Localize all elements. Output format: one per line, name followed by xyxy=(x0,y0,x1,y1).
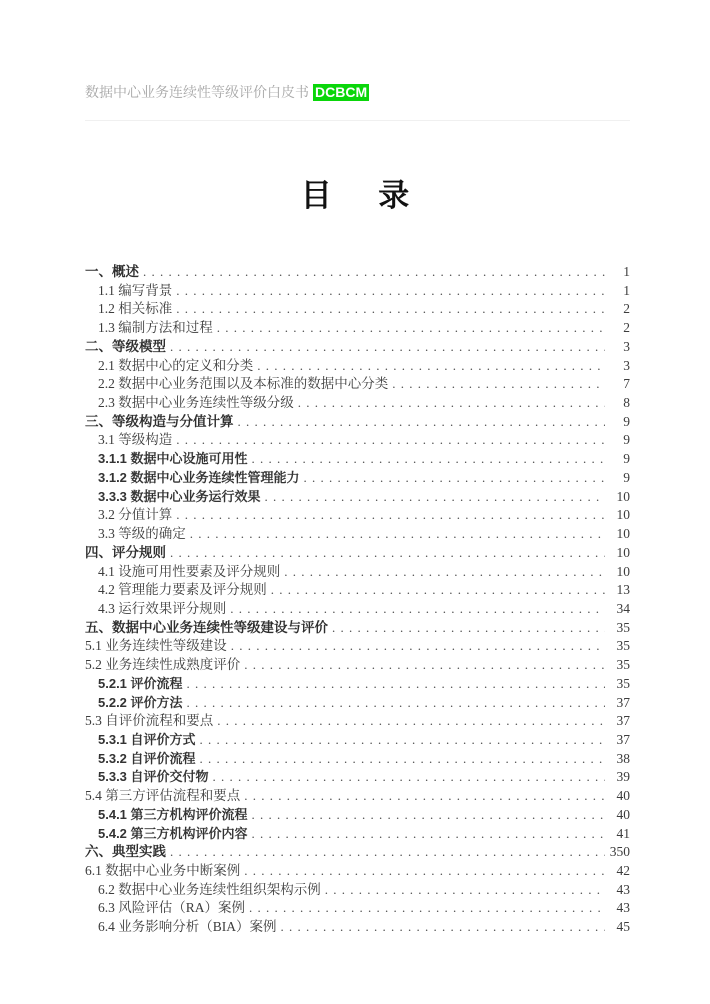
toc-entry-title: 5.3.3 自评价交付物 xyxy=(98,769,209,785)
toc-entry-page: 37 xyxy=(616,694,630,710)
toc-entry xyxy=(85,806,630,825)
toc-leader-dots xyxy=(187,694,605,713)
toc-entry-title: 5.2 业务连续性成熟度评价 xyxy=(85,657,241,673)
toc-leader-dots xyxy=(176,431,605,450)
toc-leader-dots xyxy=(238,413,606,432)
toc-entry xyxy=(85,712,630,731)
toc-entry xyxy=(85,338,630,357)
toc-entry xyxy=(85,413,630,432)
toc-entry-page: 42 xyxy=(616,863,630,878)
toc-entry-page: 35 xyxy=(616,657,630,673)
toc-entry-page: 38 xyxy=(616,750,630,766)
toc-entry-page: 35 xyxy=(616,675,630,691)
toc-entry xyxy=(85,506,630,525)
document-header-title: 数据中心业务连续性等级评价白皮书 xyxy=(85,84,309,100)
toc-entry-title: 6.3 风险评估（RA）案例 xyxy=(98,900,246,916)
toc-entry-page: 35 xyxy=(616,619,630,635)
toc-leader-dots xyxy=(170,338,605,357)
toc-entry-page: 35 xyxy=(616,638,630,654)
toc-entry-title: 3.3.3 数据中心业务运行效果 xyxy=(98,488,261,504)
toc-entry-page: 10 xyxy=(616,526,630,542)
toc-entry-title: 3.1.1 数据中心设施可用性 xyxy=(98,451,248,467)
toc-entry-page: 45 xyxy=(616,919,630,935)
toc-entry-title: 5.1 业务连续性等级建设 xyxy=(85,638,227,654)
toc-leader-dots xyxy=(265,488,605,507)
toc-entry xyxy=(85,881,630,900)
toc-entry-title: 五、数据中心业务连续性等级建设与评价 xyxy=(85,619,328,635)
toc-entry xyxy=(85,282,630,301)
toc-entry-title: 2.3 数据中心业务连续性等级分级 xyxy=(98,395,294,411)
toc-entry-title: 1.1 编写背景 xyxy=(98,282,173,298)
toc-leader-dots xyxy=(332,619,605,638)
toc-entry-page: 1 xyxy=(623,282,630,298)
toc-entry-page: 1 xyxy=(623,264,630,279)
toc-leader-dots xyxy=(284,563,605,582)
toc-entry xyxy=(85,862,630,881)
toc-entry-title: 六、典型实践 xyxy=(85,844,166,860)
toc-entry xyxy=(85,694,630,713)
toc-entry xyxy=(85,488,630,507)
toc-entry xyxy=(85,394,630,413)
toc-entry-title: 一、概述 xyxy=(85,264,139,279)
toc-leader-dots xyxy=(170,843,605,862)
toc-entry xyxy=(85,544,630,563)
toc-entry-page: 9 xyxy=(623,451,630,467)
toc-entry xyxy=(85,431,630,450)
toc-entry-page: 40 xyxy=(616,788,630,804)
toc-entry xyxy=(85,768,630,787)
toc-leader-dots xyxy=(252,825,605,844)
toc-entry-title: 5.3.1 自评价方式 xyxy=(98,731,196,747)
toc-entry-page: 37 xyxy=(616,731,630,747)
toc-entry-title: 2.1 数据中心的定义和分类 xyxy=(98,357,254,373)
toc-entry-title: 3.1.2 数据中心业务连续性管理能力 xyxy=(98,469,300,485)
toc-entry-title: 4.1 设施可用性要素及评分规则 xyxy=(98,563,281,579)
toc-entry-page: 8 xyxy=(623,395,630,411)
toc-leader-dots xyxy=(244,656,605,675)
toc-entry-title: 5.2.1 评价流程 xyxy=(98,675,183,691)
toc-entry-page: 350 xyxy=(609,844,630,860)
toc-entry-page: 10 xyxy=(616,544,630,560)
toc-entry xyxy=(85,787,630,806)
toc-leader-dots xyxy=(200,750,605,769)
toc-entry-title: 4.3 运行效果评分规则 xyxy=(98,600,227,616)
toc-entry-title: 6.2 数据中心业务连续性组织架构示例 xyxy=(98,881,321,897)
toc-entry xyxy=(85,469,630,488)
toc-entry-title: 1.2 相关标准 xyxy=(98,301,173,317)
toc-leader-dots xyxy=(230,600,605,619)
toc-entry-title: 2.2 数据中心业务范围以及本标准的数据中心分类 xyxy=(98,376,389,392)
toc-entry-page: 10 xyxy=(616,507,630,523)
toc-entry-page: 10 xyxy=(616,563,630,579)
toc-entry-page: 43 xyxy=(616,900,630,916)
toc-leader-dots xyxy=(281,918,606,937)
toc-leader-dots xyxy=(298,394,605,413)
toc-entry xyxy=(85,675,630,694)
toc-leader-dots xyxy=(213,768,605,787)
toc-entry-title: 5.4.2 第三方机构评价内容 xyxy=(98,825,248,841)
toc-entry-page: 3 xyxy=(623,357,630,373)
toc-entry xyxy=(85,918,630,937)
toc-leader-dots xyxy=(170,544,605,563)
toc-entry-page: 10 xyxy=(616,488,630,504)
toc-entry-title: 1.3 编制方法和过程 xyxy=(98,320,213,336)
toc-entry-title: 5.3.2 自评价流程 xyxy=(98,750,196,766)
toc-entry-page: 41 xyxy=(616,825,630,841)
toc-entry xyxy=(85,525,630,544)
toc-entry-title: 3.1 等级构造 xyxy=(98,432,173,448)
dcbcm-badge: DCBCM xyxy=(315,84,368,100)
toc-leader-dots xyxy=(187,675,605,694)
toc-entry xyxy=(85,450,630,469)
toc-leader-dots xyxy=(217,712,605,731)
toc-entry-title: 5.4.1 第三方机构评价流程 xyxy=(98,806,248,822)
toc-entry xyxy=(85,600,630,619)
toc-entry-page: 43 xyxy=(616,881,630,897)
toc-entry-page: 2 xyxy=(623,301,630,317)
toc-entry xyxy=(85,357,630,376)
toc-leader-dots xyxy=(249,899,605,918)
toc-leader-dots xyxy=(244,787,605,806)
toc-leader-dots xyxy=(304,469,605,488)
toc-entry-page: 9 xyxy=(623,469,630,485)
toc-entry-page: 9 xyxy=(623,413,630,429)
toc-entry xyxy=(85,375,630,394)
toc-entry-page: 39 xyxy=(616,769,630,785)
toc-entry xyxy=(85,563,630,582)
toc-leader-dots xyxy=(252,806,605,825)
toc-entry-page: 9 xyxy=(623,432,630,448)
toc-entry-page: 3 xyxy=(623,338,630,354)
toc-entry xyxy=(85,300,630,319)
toc-leader-dots xyxy=(143,263,605,282)
toc-leader-dots xyxy=(325,881,605,900)
toc-entry-title: 3.3 等级的确定 xyxy=(98,526,186,542)
toc-entry-page: 37 xyxy=(616,713,630,729)
toc-leader-dots xyxy=(200,731,605,750)
toc-leader-dots xyxy=(392,375,605,394)
toc-entry-title: 5.4 第三方评估流程和要点 xyxy=(85,788,241,804)
document-header xyxy=(85,84,630,101)
toc-entry-title: 5.3 自评价流程和要点 xyxy=(85,713,214,729)
toc-list xyxy=(85,263,630,937)
toc-leader-dots xyxy=(176,282,605,301)
toc-leader-dots xyxy=(176,506,605,525)
toc-leader-dots xyxy=(176,300,605,319)
toc-entry-title: 6.1 数据中心业务中断案例 xyxy=(85,863,241,878)
toc-entry xyxy=(85,731,630,750)
toc-entry xyxy=(85,843,630,862)
toc-entry-page: 34 xyxy=(616,600,630,616)
toc-entry-title: 4.2 管理能力要素及评分规则 xyxy=(98,582,267,598)
toc-leader-dots xyxy=(231,637,605,656)
toc-entry-title: 二、等级模型 xyxy=(85,338,166,354)
toc-entry xyxy=(85,899,630,918)
toc-entry xyxy=(85,319,630,338)
toc-entry-page: 2 xyxy=(623,320,630,336)
toc-entry xyxy=(85,263,630,282)
toc-entry-title: 四、评分规则 xyxy=(85,544,166,560)
toc-entry xyxy=(85,656,630,675)
toc-leader-dots xyxy=(252,450,605,469)
toc-entry-page: 7 xyxy=(623,376,630,392)
toc-entry xyxy=(85,750,630,769)
page-title: 目 录 xyxy=(300,178,410,213)
toc-entry xyxy=(85,619,630,638)
toc-entry-title: 5.2.2 评价方法 xyxy=(98,694,183,710)
toc-entry-page: 40 xyxy=(616,806,630,822)
toc-entry xyxy=(85,581,630,600)
toc-entry-title: 3.2 分值计算 xyxy=(98,507,173,523)
toc-leader-dots xyxy=(190,525,605,544)
toc-entry xyxy=(85,825,630,844)
header-rule xyxy=(85,120,630,121)
toc-leader-dots xyxy=(257,357,605,376)
toc-entry-title: 6.4 业务影响分析（BIA）案例 xyxy=(98,919,277,935)
toc-entry-title: 三、等级构造与分值计算 xyxy=(85,413,234,429)
toc-entry-page: 13 xyxy=(616,582,630,598)
toc-entry xyxy=(85,637,630,656)
toc-leader-dots xyxy=(271,581,605,600)
toc-leader-dots xyxy=(244,862,605,881)
toc-leader-dots xyxy=(217,319,605,338)
